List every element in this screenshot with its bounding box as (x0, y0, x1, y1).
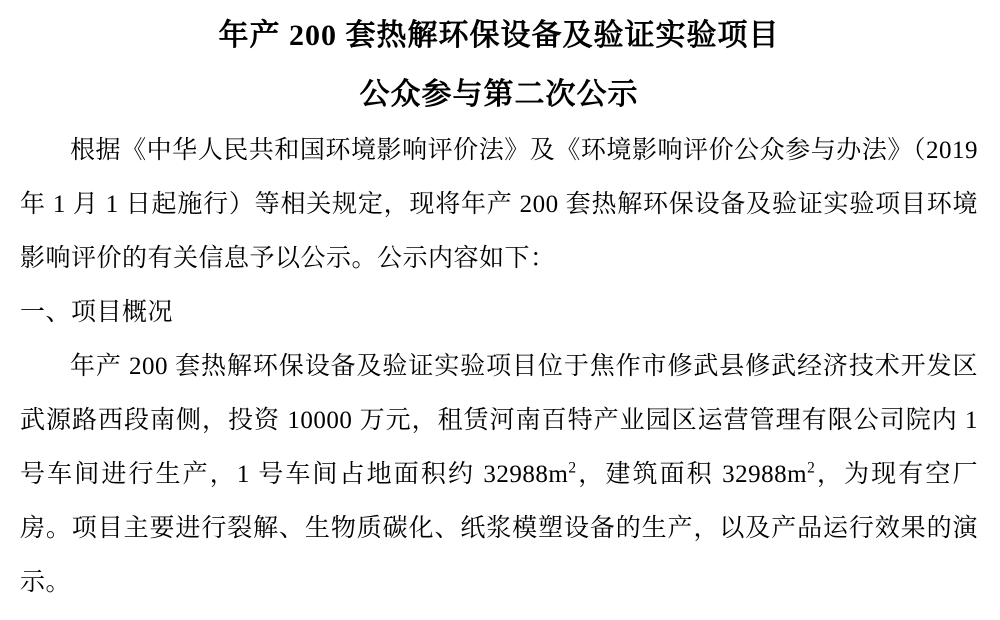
document-title (20, 6, 978, 124)
square-meter-superscript: 2 (807, 459, 816, 477)
project-overview-paragraph (20, 340, 978, 610)
section-heading-project-overview: 一、项目概况 (20, 299, 174, 326)
intro-paragraph: 根据《中华人民共和国环境影响评价法》及《环境影响评价公众参与办法》（2019 年 1 月 1 日起施行）等相关规定，现将年产 200 套热解环保设备及验证实验项目环境影响评价的有关信息予以公示。公示内容如下： (20, 137, 978, 272)
title-line-1: 年产 200 套热解环保设备及验证实验项目 (218, 19, 780, 52)
overview-text-2: ，建筑面积 32988m (576, 461, 808, 488)
overview-text-1: 年产 200 套热解环保设备及验证实验项目位于焦作市修武县修武经济技术开发区武源路西段南侧，投资 10000 万元，租赁河南百特产业园区运营管理有限公司院内 1 号车间进行生产，1 号车间占地面积约 32988m (20, 353, 978, 488)
square-meter-superscript: 2 (568, 459, 577, 477)
title-line-2: 公众参与第二次公示 (359, 78, 639, 111)
overview-text-3: ，为现有空厂房。项目主要进行裂解、生物质碳化、纸浆模塑设备的生产，以及产品运行效果的演示。 (20, 461, 978, 596)
